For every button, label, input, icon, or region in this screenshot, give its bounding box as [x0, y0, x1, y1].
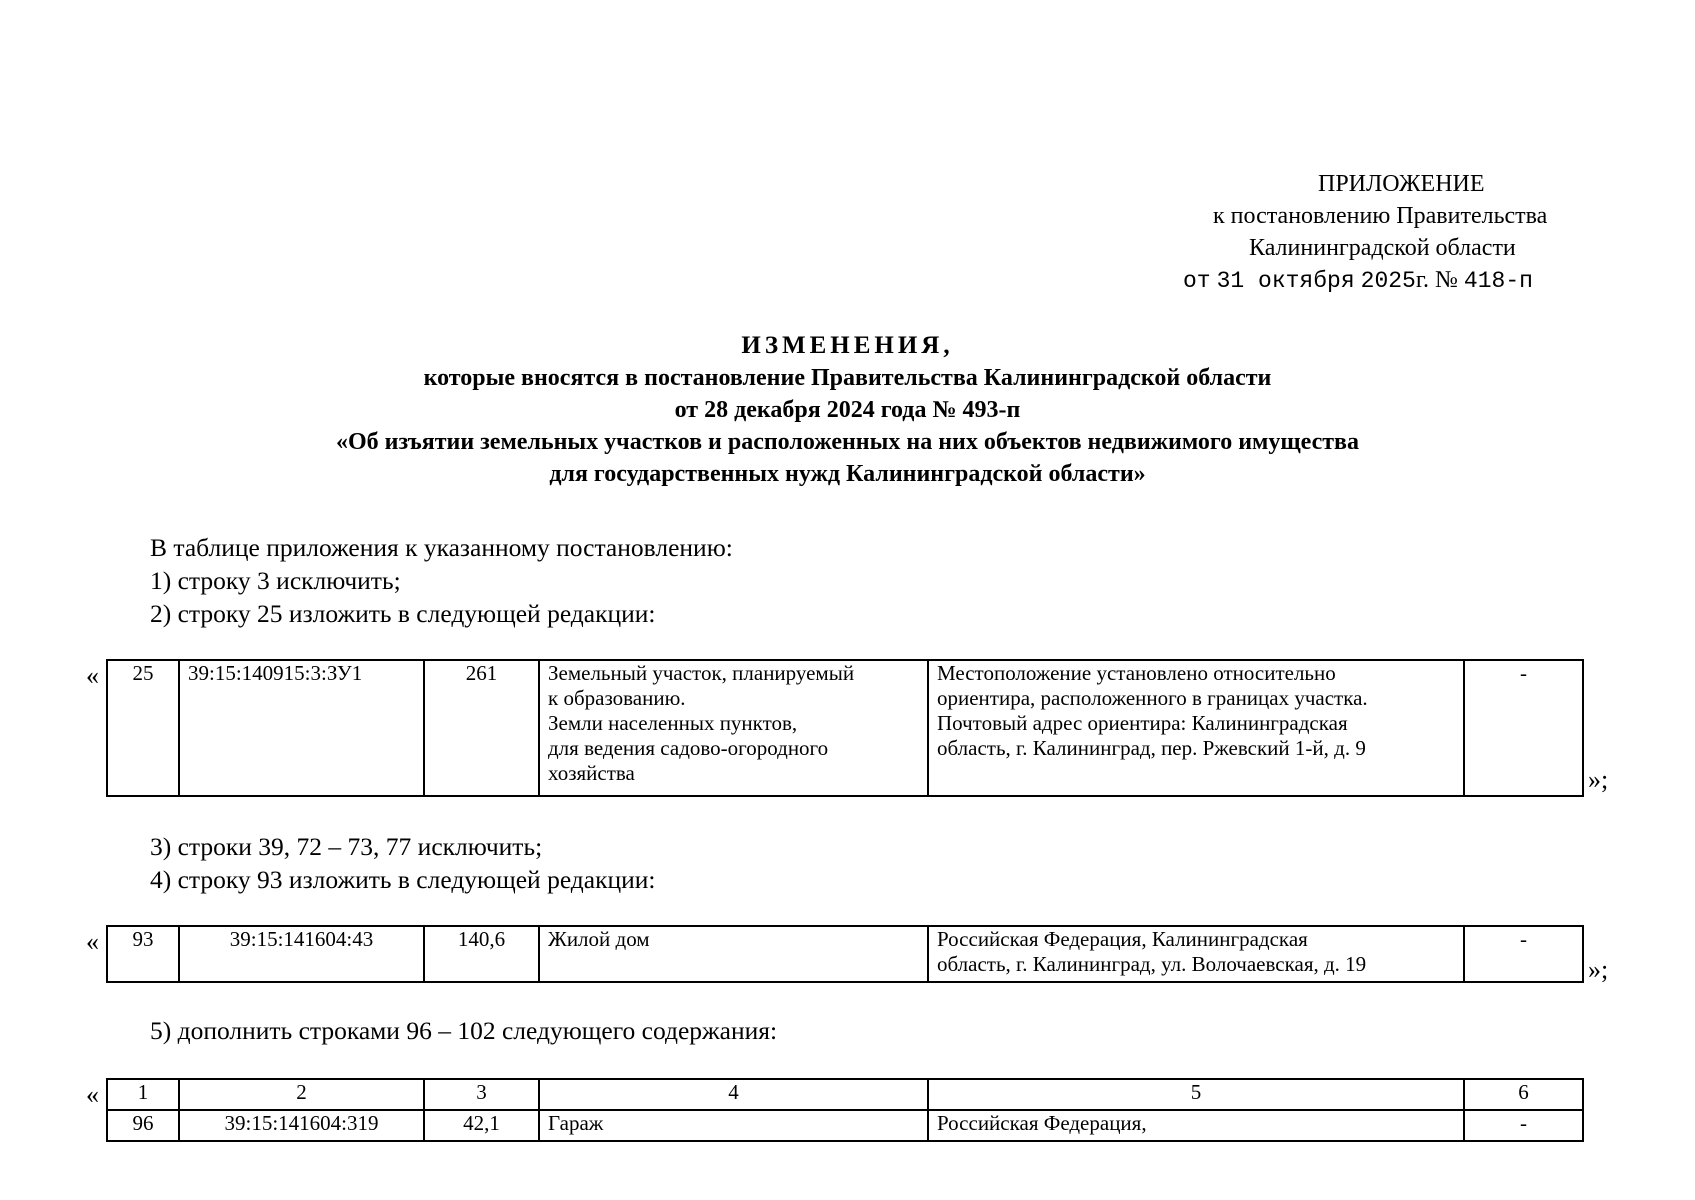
column-header: 1	[107, 1079, 179, 1110]
cell-area: 140,6	[424, 926, 539, 982]
cell-description: Жилой дом	[539, 926, 928, 982]
appendix-title: ПРИЛОЖЕНИЕ	[1318, 171, 1485, 197]
desc-line: Земли населенных пунктов,	[548, 711, 798, 735]
item-5: 5) дополнить строками 96 – 102 следующего содержания:	[150, 1016, 778, 1045]
date-prefix: от	[1183, 268, 1211, 294]
address-line: Почтовый адрес ориентира: Калининградская	[937, 711, 1348, 735]
address-line: ориентира, расположенного в границах участка.	[937, 686, 1368, 710]
document-number: 418-п	[1463, 268, 1533, 294]
cell-cadastral: 39:15:140915:3:ЗУ1	[179, 660, 424, 796]
table-row	[107, 926, 1583, 982]
table-new-rows	[106, 1078, 1584, 1142]
cell-other: -	[1464, 1110, 1583, 1141]
address-line: Российская Федерация, Калининградская	[937, 927, 1308, 951]
column-header: 2	[179, 1079, 424, 1110]
cell-address: Российская Федерация,	[928, 1110, 1464, 1141]
desc-line: к образованию.	[548, 686, 686, 710]
item-1: 1) строку 3 исключить;	[150, 566, 401, 595]
cell-address	[928, 926, 1464, 982]
column-header: 6	[1464, 1079, 1583, 1110]
table-row	[107, 1110, 1583, 1141]
title-main: ИЗМЕНЕНИЯ,	[741, 332, 954, 359]
cell-description	[539, 660, 928, 796]
quote-close: »;	[1588, 765, 1609, 794]
cell-num: 25	[107, 660, 179, 796]
table-header-row	[107, 1079, 1583, 1110]
cell-address	[928, 660, 1464, 796]
item-4: 4) строку 93 изложить в следующей редакции:	[150, 865, 656, 894]
title-line4: «Об изъятии земельных участков и расположенных на них объектов недвижимого имущества	[336, 429, 1359, 455]
item-3: 3) строки 39, 72 – 73, 77 исключить;	[150, 832, 543, 861]
item-5-paragraph	[150, 1014, 1550, 1047]
appendix-date-line	[1100, 264, 1660, 297]
document-title	[0, 330, 1695, 490]
desc-line: Земельный участок, планируемый	[548, 661, 855, 685]
middle-paragraph	[150, 830, 1550, 896]
year-suffix: г. №	[1415, 267, 1458, 293]
quote-open: «	[86, 661, 99, 690]
address-line: Местоположение установлено относительно	[937, 661, 1336, 685]
cell-area: 261	[424, 660, 539, 796]
column-header: 4	[539, 1079, 928, 1110]
year-value: 2025	[1360, 268, 1416, 294]
title-line2: которые вносятся в постановление Правительства Калининградской области	[423, 365, 1272, 391]
title-line5: для государственных нужд Калининградской области»	[549, 461, 1146, 487]
appendix-header	[1100, 168, 1660, 297]
date-value: 31 октября	[1216, 268, 1355, 294]
table-row-93	[106, 925, 1584, 983]
cell-other: -	[1464, 926, 1583, 982]
column-header: 3	[424, 1079, 539, 1110]
quote-open: «	[86, 927, 99, 956]
column-header: 5	[928, 1079, 1464, 1110]
appendix-line3: Калининградской области	[1249, 235, 1516, 261]
cell-description: Гараж	[539, 1110, 928, 1141]
cell-cadastral: 39:15:141604:43	[179, 926, 424, 982]
quote-close: »;	[1588, 955, 1609, 984]
cell-cadastral: 39:15:141604:319	[179, 1110, 424, 1141]
cell-area: 42,1	[424, 1110, 539, 1141]
intro-paragraph	[150, 531, 1550, 630]
address-line: область, г. Калининград, ул. Волочаевская, д. 19	[937, 952, 1367, 976]
cell-num: 96	[107, 1110, 179, 1141]
desc-line: для ведения садово-огородного	[548, 736, 829, 760]
desc-line: хозяйства	[548, 761, 635, 785]
table-row	[107, 660, 1583, 796]
title-line3: от 28 декабря 2024 года № 493-п	[674, 397, 1021, 423]
table-row-25	[106, 659, 1584, 797]
item-2: 2) строку 25 изложить в следующей редакции:	[150, 599, 656, 628]
cell-other: -	[1464, 660, 1583, 796]
intro-text: В таблице приложения к указанному постановлению:	[150, 533, 733, 562]
address-line: область, г. Калининград, пер. Ржевский 1-й, д. 9	[937, 736, 1366, 760]
quote-open: «	[86, 1080, 99, 1109]
cell-num: 93	[107, 926, 179, 982]
appendix-line2: к постановлению Правительства	[1213, 203, 1548, 229]
